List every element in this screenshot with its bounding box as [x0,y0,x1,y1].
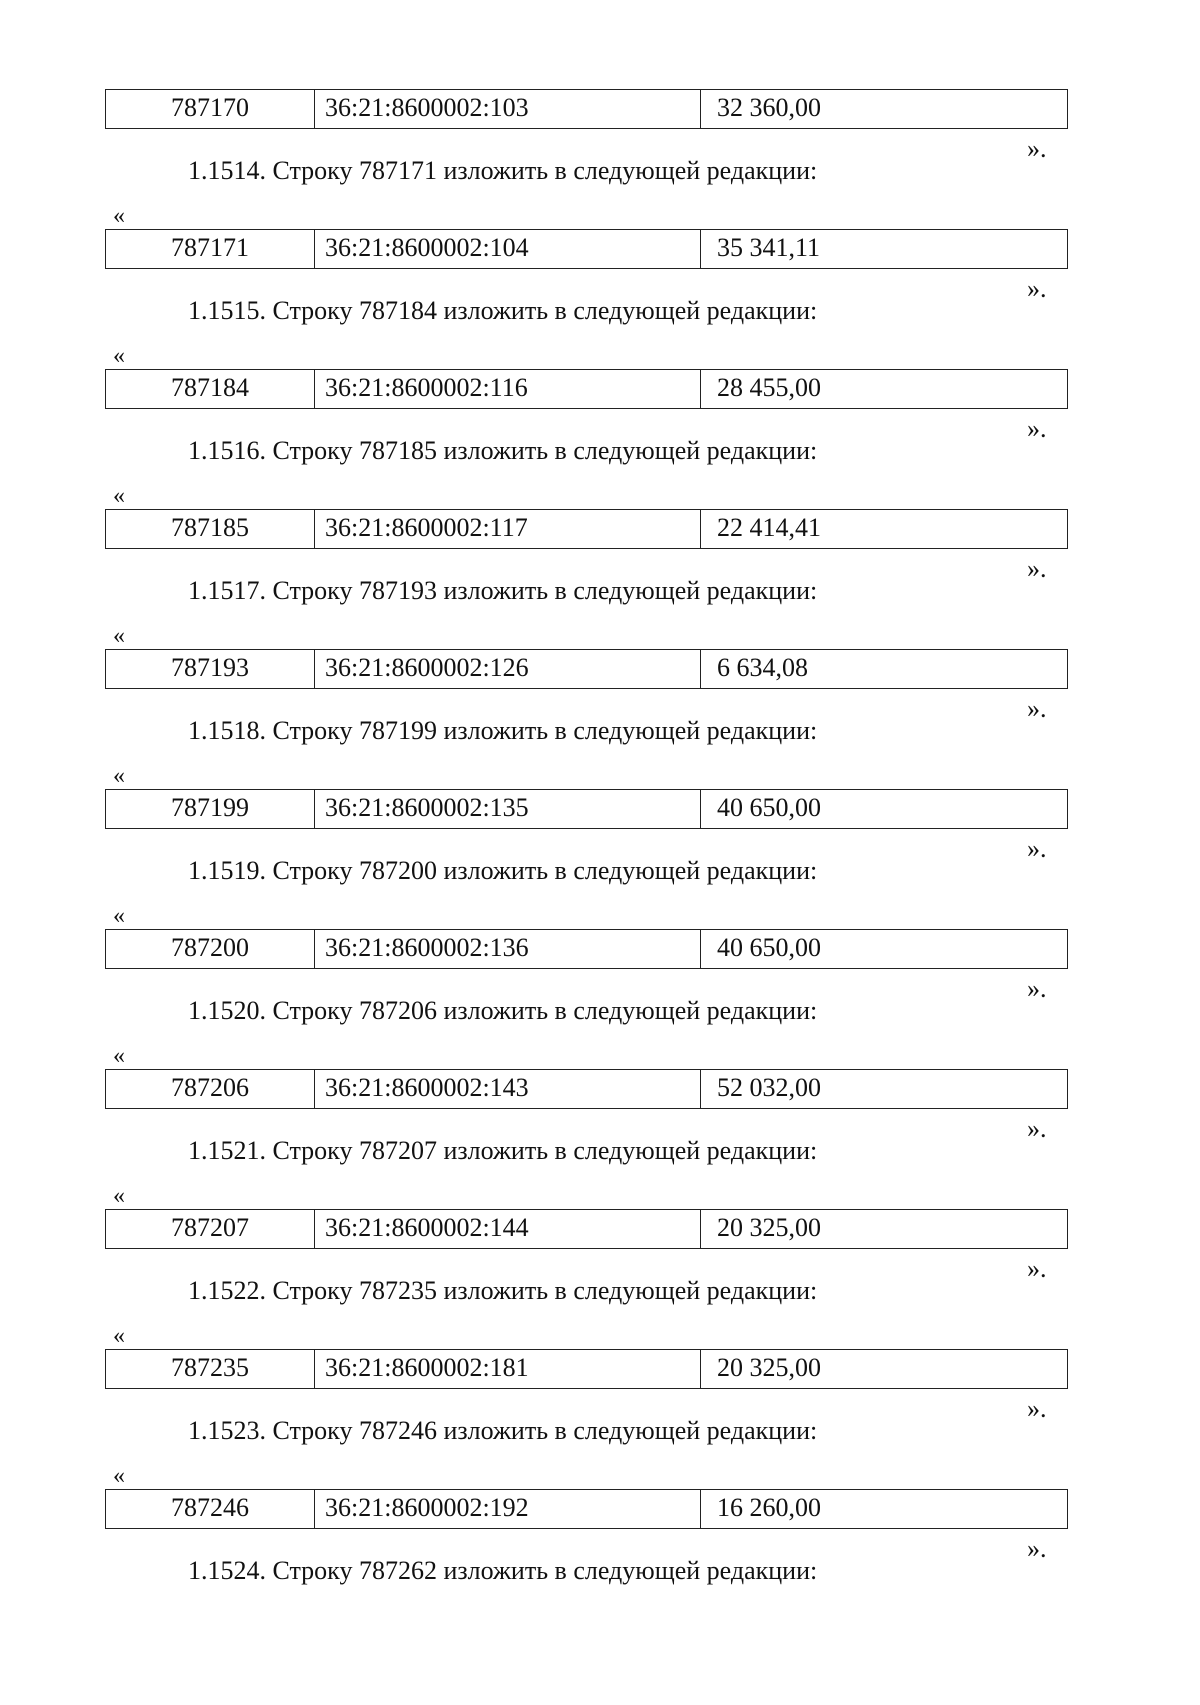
opening-quote: « [113,343,125,369]
value-cell: 40 650,00 [717,933,821,962]
cadastral-number-cell: 36:21:8600002:181 [315,1350,701,1388]
cadastral-number-cell: 36:21:8600002:136 [315,930,701,968]
closing-quote: ». [1027,974,1047,1003]
opening-quote: « [113,1463,125,1489]
row-number-cell: 787207 [106,1210,315,1248]
closing-quote: ». [1027,1254,1047,1283]
amendment-paragraph: 1.1520. Строку 787206 изложить в следующей редакции: [188,996,818,1025]
closing-quote: ». [1027,1534,1047,1563]
opening-quote: « [113,1183,125,1209]
closing-quote: ». [1027,1114,1047,1143]
amendment-paragraph: 1.1516. Строку 787185 изложить в следующей редакции: [188,436,818,465]
row-number-cell: 787246 [106,1490,315,1528]
closing-quote: ». [1027,274,1047,303]
cadastral-number-cell: 36:21:8600002:143 [315,1070,701,1108]
amendment-paragraph: 1.1522. Строку 787235 изложить в следующей редакции: [188,1276,818,1305]
opening-quote: « [113,1043,125,1069]
table-row [105,1349,1068,1389]
table-row [105,1489,1068,1529]
cadastral-number-cell: 36:21:8600002:135 [315,790,701,828]
opening-quote: « [113,623,125,649]
closing-quote: ». [1027,834,1047,863]
row-number-cell: 787185 [106,510,315,548]
closing-quote: ». [1027,414,1047,443]
opening-quote: « [113,203,125,229]
cadastral-number-cell: 36:21:8600002:104 [315,230,701,268]
table-row [105,89,1068,129]
amendment-paragraph: 1.1517. Строку 787193 изложить в следующей редакции: [188,576,818,605]
amendment-paragraph: 1.1521. Строку 787207 изложить в следующей редакции: [188,1136,818,1165]
opening-quote: « [113,763,125,789]
value-cell: 16 260,00 [717,1493,821,1522]
cadastral-number-cell: 36:21:8600002:192 [315,1490,701,1528]
amendment-paragraph: 1.1514. Строку 787171 изложить в следующей редакции: [188,156,818,185]
value-cell: 22 414,41 [717,513,821,542]
cadastral-number-cell: 36:21:8600002:144 [315,1210,701,1248]
amendment-paragraph: 1.1523. Строку 787246 изложить в следующей редакции: [188,1416,818,1445]
cadastral-number-cell: 36:21:8600002:117 [315,510,701,548]
amendment-paragraph: 1.1515. Строку 787184 изложить в следующей редакции: [188,296,818,325]
value-cell: 35 341,11 [717,233,821,262]
table-row [105,1209,1068,1249]
amendment-paragraph: 1.1524. Строку 787262 изложить в следующей редакции: [188,1556,818,1585]
row-number-cell: 787171 [106,230,315,268]
value-cell: 28 455,00 [717,373,821,402]
row-number-cell: 787193 [106,650,315,688]
cadastral-number-cell: 36:21:8600002:126 [315,650,701,688]
closing-quote: ». [1027,554,1047,583]
table-row [105,509,1068,549]
closing-quote: ». [1027,134,1047,163]
cadastral-number-cell: 36:21:8600002:116 [315,370,701,408]
table-row [105,229,1068,269]
value-cell: 52 032,00 [717,1073,821,1102]
opening-quote: « [113,903,125,929]
closing-quote: ». [1027,1394,1047,1423]
row-number-cell: 787170 [106,90,315,128]
table-row [105,369,1068,409]
value-cell: 32 360,00 [717,93,821,122]
value-cell: 40 650,00 [717,793,821,822]
opening-quote: « [113,1323,125,1349]
row-number-cell: 787199 [106,790,315,828]
table-row [105,1069,1068,1109]
cadastral-number-cell: 36:21:8600002:103 [315,90,701,128]
row-number-cell: 787206 [106,1070,315,1108]
value-cell: 6 634,08 [717,653,808,682]
value-cell: 20 325,00 [717,1213,821,1242]
row-number-cell: 787235 [106,1350,315,1388]
table-row [105,789,1068,829]
closing-quote: ». [1027,694,1047,723]
row-number-cell: 787184 [106,370,315,408]
table-row [105,649,1068,689]
amendment-paragraph: 1.1518. Строку 787199 изложить в следующей редакции: [188,716,818,745]
table-row [105,929,1068,969]
opening-quote: « [113,483,125,509]
value-cell: 20 325,00 [717,1353,821,1382]
amendment-paragraph: 1.1519. Строку 787200 изложить в следующей редакции: [188,856,818,885]
row-number-cell: 787200 [106,930,315,968]
